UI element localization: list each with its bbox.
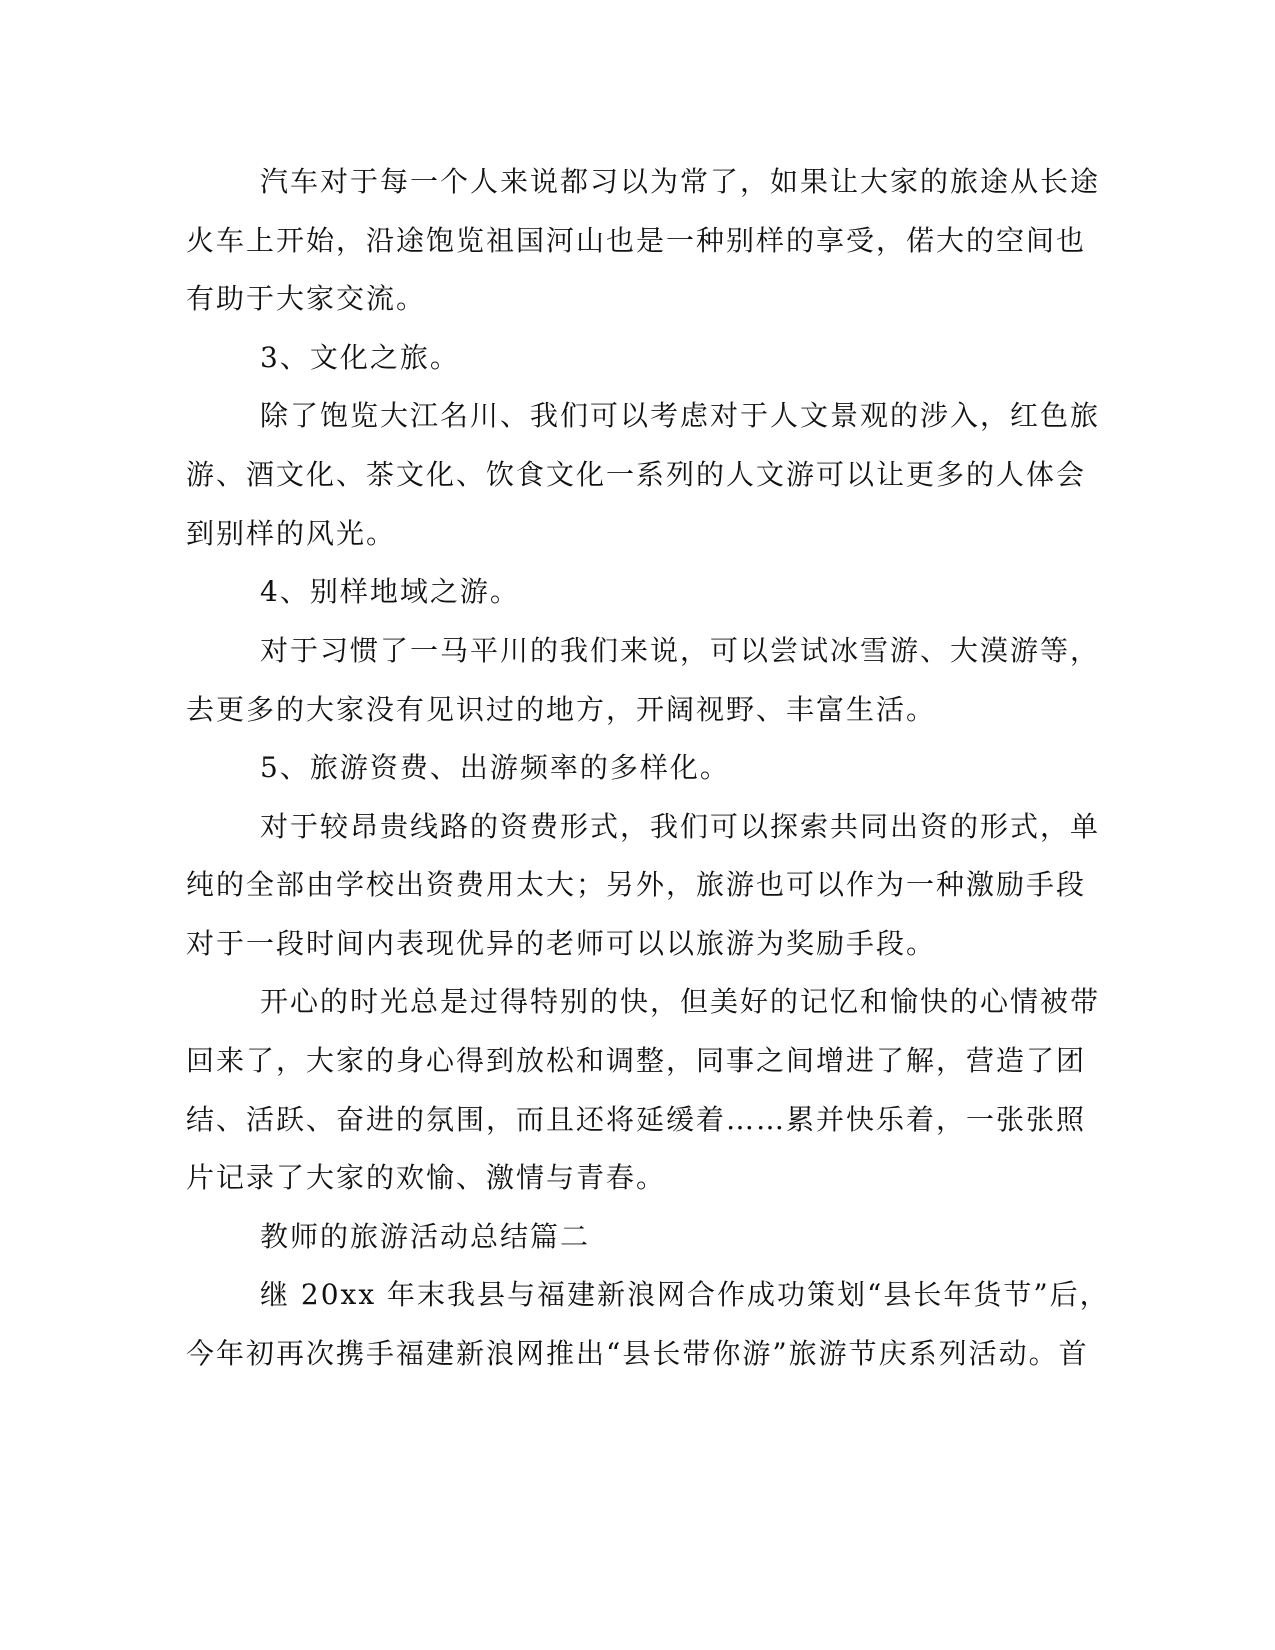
paragraph-line: 继 20xx 年末我县与福建新浪网合作成功策划“县长年货节”后， (260, 1278, 1110, 1311)
paragraph-line: 片记录了大家的欢愉、激情与青春。 (186, 1161, 667, 1194)
paragraph-line: 去更多的大家没有见识过的地方，开阔视野、丰富生活。 (186, 693, 937, 726)
section-heading: 3、文化之旅。 (260, 341, 460, 374)
paragraph-line: 开心的时光总是过得特别的快，但美好的记忆和愉快的心情被带 (260, 985, 1101, 1018)
paragraph-line: 今年初再次携手福建新浪网推出“县长带你游”旅游节庆系列活动。首 (186, 1337, 1089, 1370)
article-title: 教师的旅游活动总结篇二 (260, 1220, 591, 1253)
paragraph-line: 对于较昂贵线路的资费形式，我们可以探索共同出资的形式，单 (260, 810, 1101, 843)
section-heading: 4、别样地域之游。 (260, 575, 520, 608)
paragraph-line: 火车上开始，沿途饱览祖国河山也是一种别样的享受，偌大的空间也 (186, 224, 1087, 257)
paragraph-line: 有助于大家交流。 (186, 282, 427, 315)
paragraph-line: 纯的全部由学校出资费用太大；另外，旅游也可以作为一种激励手段 (186, 868, 1087, 901)
paragraph-line: 除了饱览大江名川、我们可以考虑对于人文景观的涉入，红色旅 (260, 399, 1101, 432)
paragraph-line: 结、活跃、奋进的氛围，而且还将延缓着……累并快乐着，一张张照 (186, 1103, 1087, 1136)
paragraph-line: 到别样的风光。 (186, 517, 397, 550)
paragraph-line: 汽车对于每一个人来说都习以为常了，如果让大家的旅途从长途 (260, 165, 1101, 198)
paragraph-line: 回来了，大家的身心得到放松和调整，同事之间增进了解，营造了团 (186, 1044, 1087, 1077)
paragraph-line: 游、酒文化、茶文化、饮食文化一系列的人文游可以让更多的人体会 (186, 458, 1087, 491)
paragraph-line: 对于习惯了一马平川的我们来说，可以尝试冰雪游、大漠游等， (260, 634, 1101, 667)
section-heading: 5、旅游资费、出游频率的多样化。 (260, 751, 730, 784)
paragraph-line: 对于一段时间内表现优异的老师可以以旅游为奖励手段。 (186, 927, 937, 960)
